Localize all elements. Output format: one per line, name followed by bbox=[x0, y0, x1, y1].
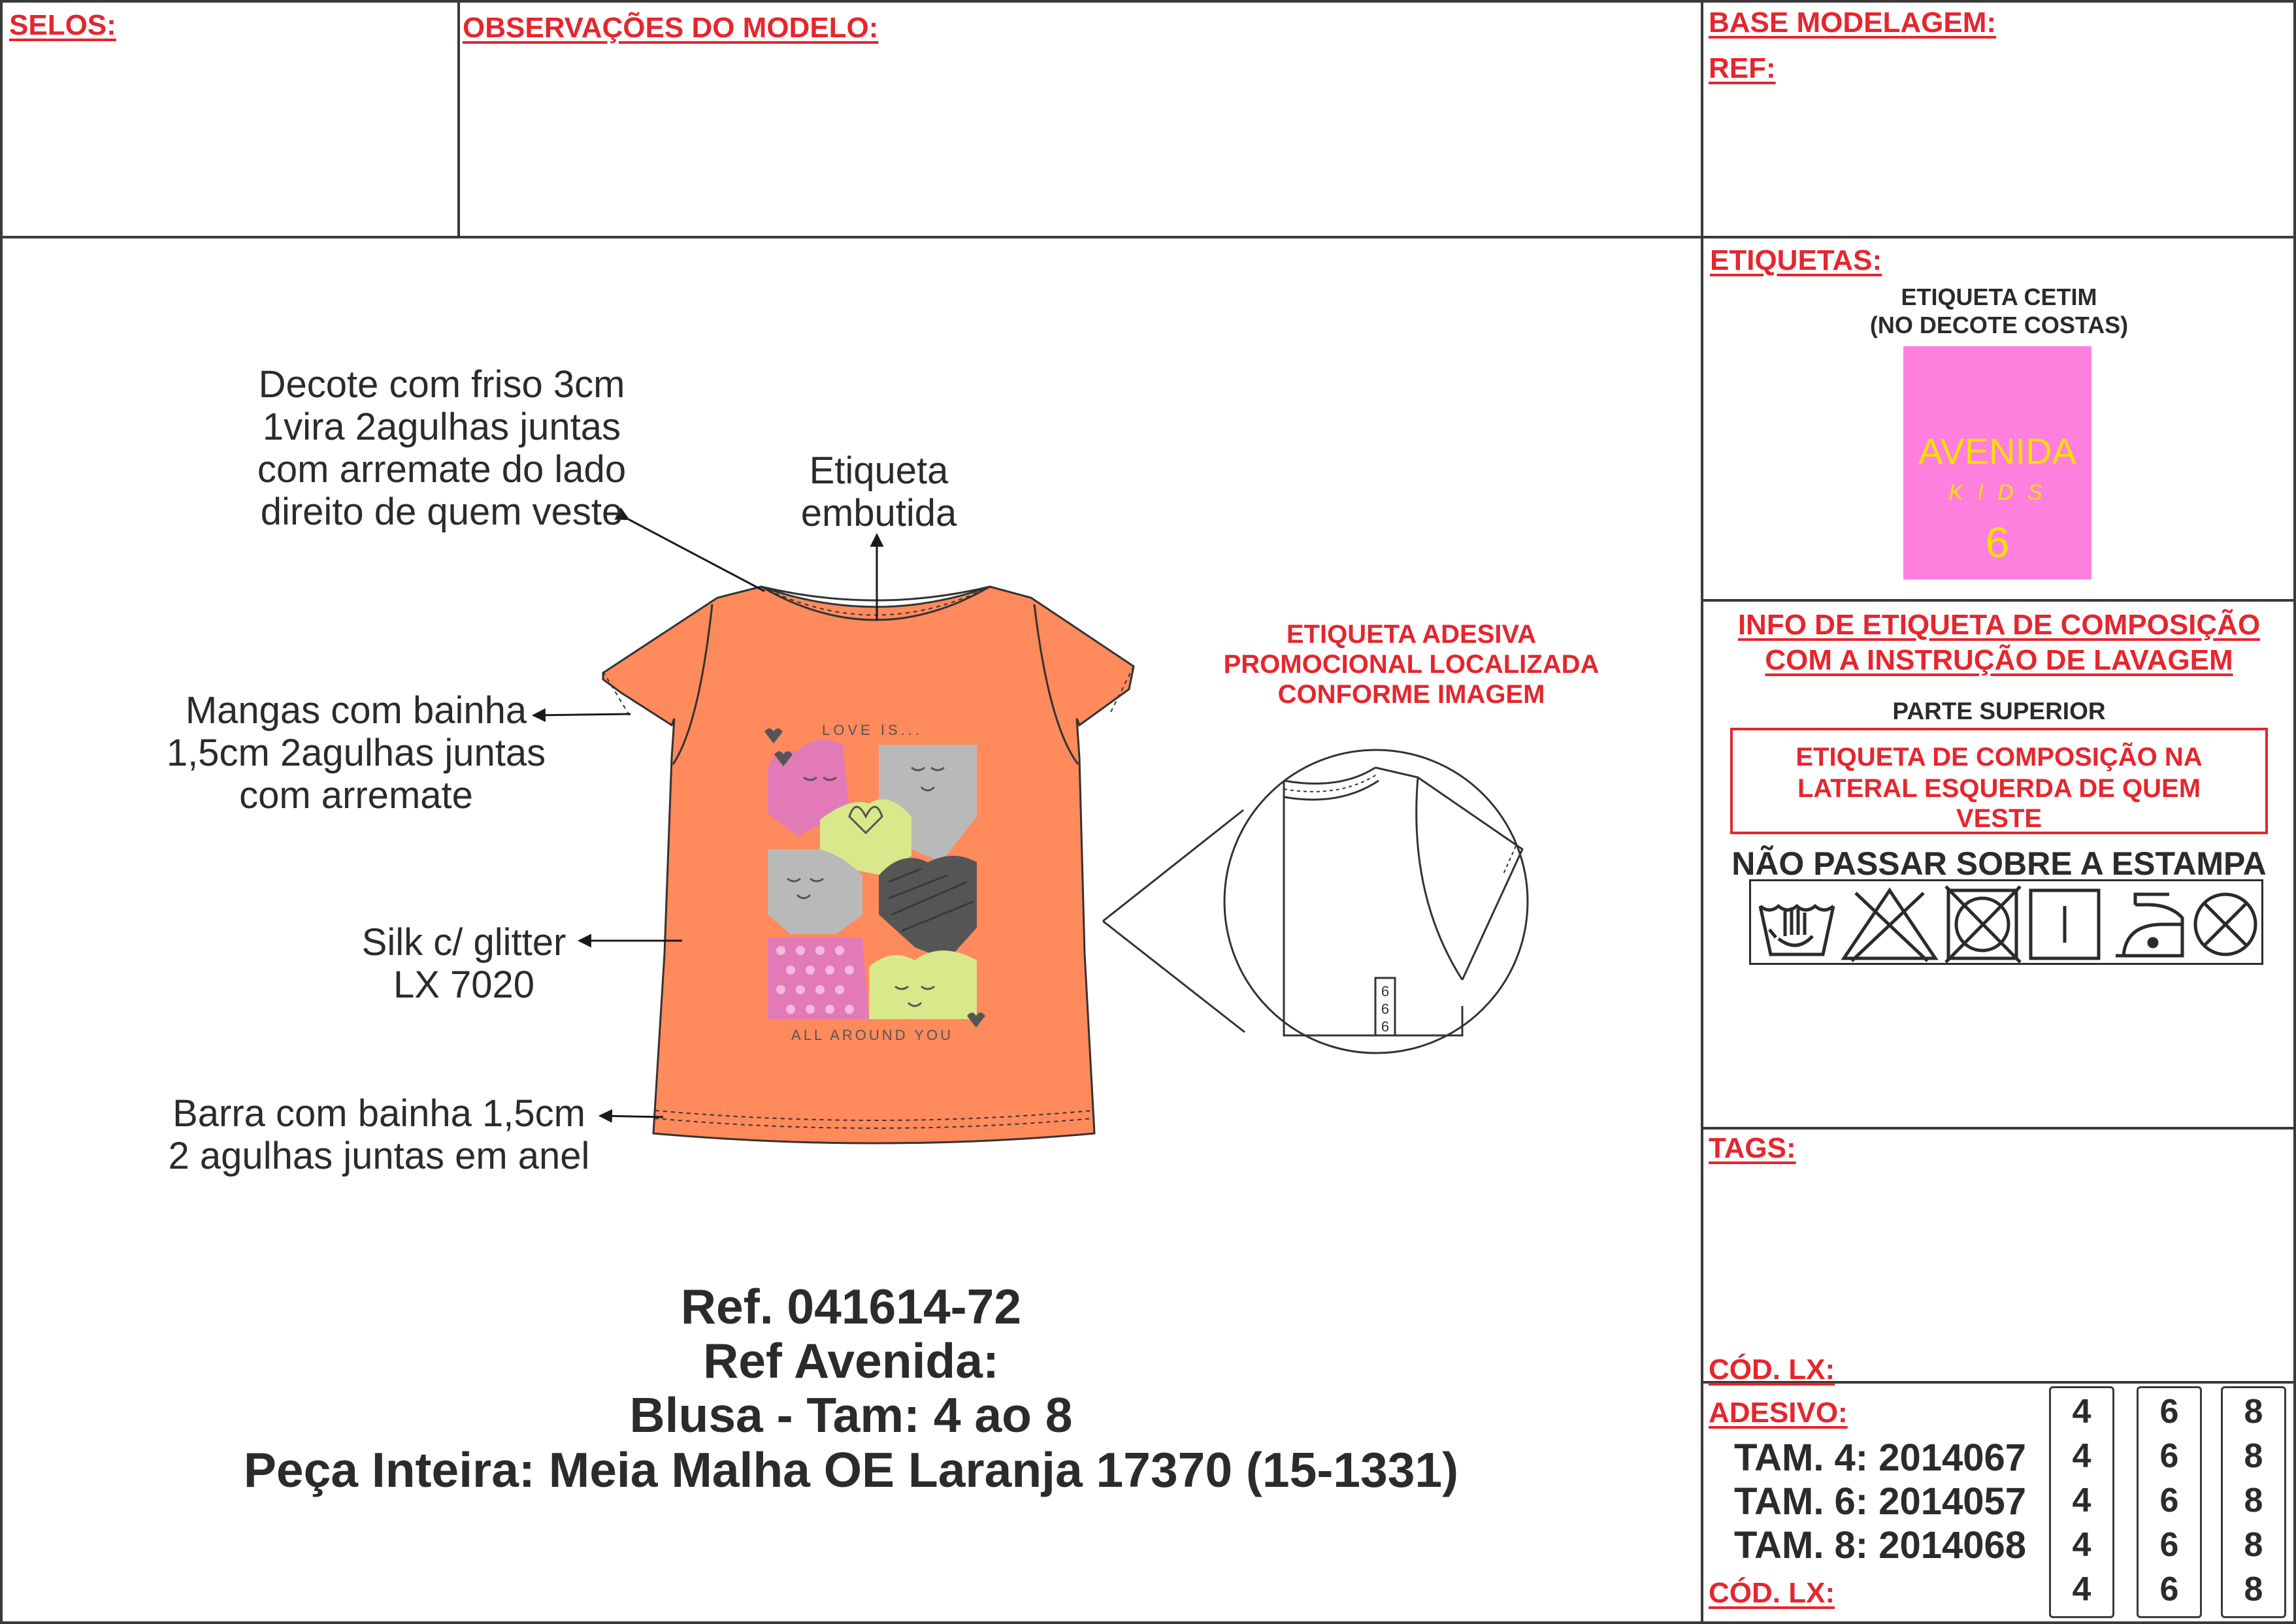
cod-lx-bottom-header: CÓD. LX: bbox=[1709, 1577, 1835, 1609]
size-6-r3: 6 bbox=[2159, 1482, 2179, 1519]
size-4-r4: 4 bbox=[2072, 1526, 2091, 1564]
decote-note-3: com arremate do lado bbox=[257, 448, 627, 491]
base-modelagem-header: BASE MODELAGEM: bbox=[1709, 7, 1996, 39]
decote-note bbox=[209, 363, 674, 533]
etiqueta-adesiva-1: ETIQUETA ADESIVA bbox=[1286, 620, 1537, 649]
model-ref: Ref. 041614-72 bbox=[680, 1279, 1022, 1334]
size-4-r2: 4 bbox=[2072, 1437, 2091, 1475]
etiqueta-cetim-title: ETIQUETA CETIM bbox=[1901, 284, 2097, 310]
adesivo-header: ADESIVO: bbox=[1709, 1397, 1848, 1429]
detail-label-size-1: 6 bbox=[1381, 983, 1390, 999]
observacoes-header: OBSERVAÇÕES DO MODELO: bbox=[463, 12, 879, 44]
barra-arrow bbox=[600, 1116, 663, 1117]
selos-header: SELOS: bbox=[9, 9, 116, 41]
etiqueta-note-1: Etiqueta bbox=[809, 449, 949, 492]
etiqueta-note-2: embutida bbox=[800, 492, 957, 534]
decote-note-2: 1vira 2agulhas juntas bbox=[262, 406, 621, 448]
info-composicao-header-1: INFO DE ETIQUETA DE COMPOSIÇÃO bbox=[1737, 609, 2261, 641]
adesivo-item-8: TAM. 8: 2014068 bbox=[1734, 1524, 2027, 1567]
size-6-r2: 6 bbox=[2159, 1437, 2179, 1475]
etiqueta-adesiva-note bbox=[1163, 619, 1660, 709]
etiquetas-header: ETIQUETAS: bbox=[1710, 244, 1882, 276]
size-8-r2: 8 bbox=[2244, 1437, 2263, 1475]
barra-note bbox=[150, 1092, 608, 1177]
mangas-note bbox=[137, 689, 575, 817]
composition-box-line2: LATERAL ESQUERDA DE QUEM bbox=[1797, 774, 2201, 803]
barra-note-1: Barra com bainha 1,5cm bbox=[172, 1092, 585, 1135]
composition-box-line1: ETIQUETA DE COMPOSIÇÃO NA bbox=[1796, 743, 2203, 771]
adesivo-item-4: TAM. 4: 2014067 bbox=[1734, 1437, 2027, 1479]
mangas-note-2: 1,5cm 2agulhas juntas bbox=[166, 732, 546, 774]
cod-lx-top-header: CÓD. LX: bbox=[1709, 1354, 1835, 1386]
mangas-note-1: Mangas com bainha bbox=[185, 689, 527, 732]
barra-note-2: 2 agulhas juntas em anel bbox=[168, 1135, 590, 1177]
size-8-r3: 8 bbox=[2244, 1482, 2263, 1519]
label-detail-magnifier bbox=[1103, 750, 1528, 1053]
ref-header: REF: bbox=[1709, 52, 1776, 84]
model-peca: Peça Inteira: Meia Malha OE Laranja 17370 (15-1331) bbox=[243, 1442, 1459, 1497]
size-4-r5: 4 bbox=[2072, 1570, 2091, 1608]
decote-note-4: direito de quem veste bbox=[260, 491, 623, 533]
composition-box-line3: VESTE bbox=[1956, 804, 2042, 833]
print-bottom-text: ALL AROUND YOU bbox=[791, 1027, 953, 1043]
silk-note-1: Silk c/ glitter bbox=[361, 921, 566, 964]
satin-label-sub: K I D S bbox=[1948, 480, 2046, 505]
detail-label-size-2: 6 bbox=[1381, 1001, 1390, 1017]
silk-note bbox=[314, 921, 614, 1006]
etiqueta-adesiva-2: PROMOCIONAL LOCALIZADA bbox=[1223, 650, 1599, 679]
silk-note-2: LX 7020 bbox=[393, 964, 535, 1006]
satin-label-size: 6 bbox=[1985, 518, 2010, 566]
model-blusa: Blusa - Tam: 4 ao 8 bbox=[629, 1388, 1073, 1442]
info-composicao-header-2: COM A INSTRUÇÃO DE LAVAGEM bbox=[1765, 644, 2233, 676]
satin-label-brand: AVENIDA bbox=[1918, 430, 2076, 472]
etiqueta-note bbox=[745, 449, 1013, 534]
adesivo-item-6: TAM. 6: 2014057 bbox=[1734, 1480, 2027, 1523]
size-6-r5: 6 bbox=[2159, 1570, 2179, 1608]
etiqueta-adesiva-3: CONFORME IMAGEM bbox=[1277, 680, 1545, 709]
print-top-text: LOVE IS... bbox=[822, 722, 923, 738]
size-8-r5: 8 bbox=[2244, 1570, 2263, 1608]
size-6-r1: 6 bbox=[2159, 1393, 2179, 1431]
parte-superior-label: PARTE SUPERIOR bbox=[1892, 698, 2106, 724]
detail-label-size-3: 6 bbox=[1381, 1018, 1390, 1035]
mangas-note-3: com arremate bbox=[239, 774, 473, 817]
size-4-r1: 4 bbox=[2072, 1393, 2091, 1431]
size-8-r4: 8 bbox=[2244, 1526, 2263, 1564]
tags-header: TAGS: bbox=[1709, 1132, 1796, 1164]
size-8-r1: 8 bbox=[2244, 1393, 2263, 1431]
no-iron-print-warning: NÃO PASSAR SOBRE A ESTAMPA bbox=[1731, 845, 2267, 882]
decote-note-1: Decote com friso 3cm bbox=[258, 363, 625, 406]
etiqueta-cetim-subtitle: (NO DECOTE COSTAS) bbox=[1869, 312, 2129, 338]
model-ref-avenida: Ref Avenida: bbox=[703, 1333, 999, 1388]
size-4-r3: 4 bbox=[2072, 1482, 2091, 1519]
size-6-r4: 6 bbox=[2159, 1526, 2179, 1564]
